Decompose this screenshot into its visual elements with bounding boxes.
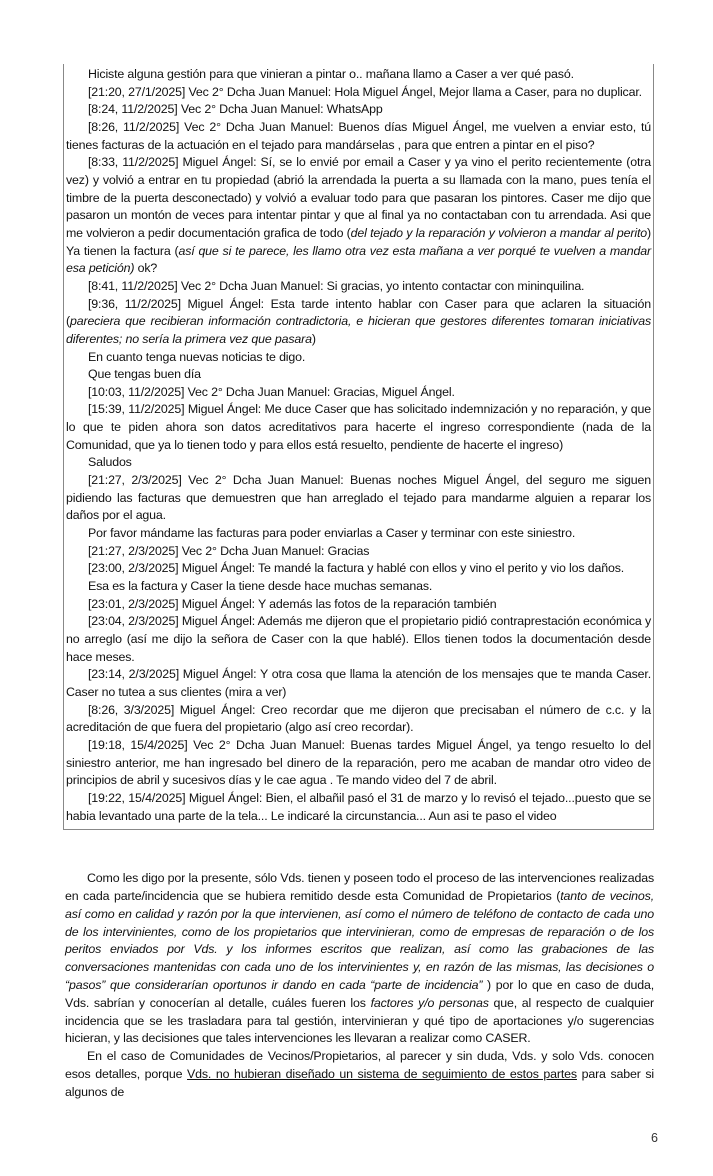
italic-text: tanto de vecinos, así como en calidad y razón por la que intervienen, así como el número de teléfono de contacto de cada uno de los intervinientes, como de los propietarios que intervinieran, como de empresas de reparación o de los peritos enviados por Vds. y los informes escritos que realizan, así como las grabaciones de las conversaciones mantenidas con cada uno de los intervinientes y, en razón de las mismas, las decisiones o “pasos” que considerarían oportunos ir dando en cada “parte de incidencia” xyxy=(65,889,654,992)
text-segment: [23:14, 2/3/2025] Miguel Ángel: Y otra cosa que llama la atención de los mensajes que te manda Caser. Caser no tutea a sus clientes (mira a ver) xyxy=(66,667,651,699)
text-segment: ok? xyxy=(134,261,158,276)
text-segment: En cuanto tenga nuevas noticias te digo. xyxy=(88,349,306,364)
text-segment: [8:41, 11/2/2025] Vec 2° Dcha Juan Manuel: Si gracias, yo intento contactar con mininquilina. xyxy=(88,278,585,293)
text-segment: ) Ya tienen la factura ( xyxy=(66,225,651,258)
text-segment: [21:27, 2/3/2025] Vec 2° Dcha Juan Manuel: Gracias xyxy=(88,543,370,558)
chat-message xyxy=(66,560,651,578)
chat-message xyxy=(66,296,651,349)
text-segment: Hiciste alguna gestión para que vinieran a pintar o.. mañana llamo a Caser a ver qué pasó. xyxy=(88,67,574,81)
chat-message xyxy=(66,525,651,543)
chat-message xyxy=(66,596,651,614)
text-segment: [15:39, 11/2/2025] Miguel Ángel: Me duce Caser que has solicitado indemnización y no reparación, y que lo que te piden ahora son datos acreditativos para hacerte el ingreso correspondiente (nada de la Comunidad, que ya lo tienen todo y para ellos está resuelto, pendiente de hacerte el ingreso) xyxy=(66,402,651,452)
text-segment: Esa es la factura y Caser la tiene desde hace muchas semanas. xyxy=(88,579,433,594)
text-segment: [8:26, 3/3/2025] Miguel Ángel: Creo recordar que me dijeron que precisaban el número de c.c. y la acreditación de que fuera del propietario (algo así creo recordar). xyxy=(66,702,651,735)
text-segment: [10:03, 11/2/2025] Vec 2° Dcha Juan Manuel: Gracias, Miguel Ángel. xyxy=(88,384,455,399)
chat-message xyxy=(66,119,651,154)
chat-message xyxy=(66,578,651,596)
italic-text: del tejado y la reparación y volvieron a mandar al perito xyxy=(350,225,648,240)
text-segment: para saber si algunos de xyxy=(65,1066,654,1099)
text-segment: Que tengas buen día xyxy=(88,367,201,382)
page-number: 6 xyxy=(651,1130,658,1145)
text-segment: [19:18, 15/4/2025] Vec 2° Dcha Juan Manuel: Buenas tardes Miguel Ángel, ya tengo resuelto lo del siniestro anterior, me han ingresado bel dinero de la reparación, pero me acaban de mandar otro video de principios de abril y sucesivos días y le cae agua . Te mando video del 7 de abril. xyxy=(66,737,651,788)
text-segment: [8:26, 11/2/2025] Vec 2° Dcha Juan Manuel: Buenos días Miguel Ángel, me vuelven a enviar esto, tú tienes facturas de la actuación en el tejado para mandárselas , para que entren a pintar en el piso? xyxy=(66,119,651,152)
text-segment: [19:22, 15/4/2025] Miguel Ángel: Bien, el albañil pasó el 31 de marzo y lo revisó el tejado...puesto que se habia levantado una parte de la tela... Le indicaré la circunstancia... Aun asi te paso el video xyxy=(66,790,651,823)
text-segment: ) por lo que en caso de duda, Vds. sabrían y conocerían al detalle, cuáles fueren los xyxy=(65,978,654,1010)
chat-message xyxy=(66,278,651,296)
chat-message xyxy=(66,349,651,367)
text-segment: [8:24, 11/2/2025] Vec 2° Dcha Juan Manuel: WhatsApp xyxy=(88,102,383,117)
chat-message xyxy=(66,472,651,525)
text-segment: ) xyxy=(311,331,316,346)
text-segment: [23:00, 2/3/2025] Miguel Ángel: Te mandé la factura y hablé con ellos y vino el perito y vio los daños. xyxy=(88,561,625,576)
text-segment: [21:27, 2/3/2025] Vec 2° Dcha Juan Manuel: Buenas noches Miguel Ángel, del seguro me siguen pidiendo las facturas que demuestren que han arreglado el tejado para mandarme alguien a reparar los daños por el agua. xyxy=(66,473,651,523)
italic-text: factores y/o personas xyxy=(370,995,489,1010)
chat-message xyxy=(66,702,651,737)
italic-text: así que si te parece, les llamo otra vez esta mañana a ver porqué te vuelven a mandar esa petición) xyxy=(66,243,651,276)
text-segment: que, al respecto de cualquier incidencia que se les trasladara para tal gestión, intervinieran y qué tipo de aportaciones y/o sugerencias hicieran, y las decisiones que tales intervenciones les llevaran a realizar como CASER. xyxy=(65,995,655,1046)
underlined-text: Vds. no hubieran diseñado un sistema de seguimiento de estos partes xyxy=(187,1066,577,1081)
text-segment: Saludos xyxy=(88,455,132,470)
text-segment: [23:04, 2/3/2025] Miguel Ángel: Además me dijeron que el propietario pidió contraprestación económica y no arreglo (así me dijo la señora de Caser con la que hablé). Ellos tienen todos la documentación desde hace meses. xyxy=(66,614,651,664)
text-segment: [9:36, 11/2/2025] Miguel Ángel: Esta tarde intento hablar con Caser para que aclaren la situación ( xyxy=(66,296,651,329)
chat-message xyxy=(66,101,651,119)
chat-message xyxy=(66,666,651,701)
text-segment: Por favor mándame las facturas para poder enviarlas a Caser y terminar con este siniestro. xyxy=(88,526,576,541)
text-segment: En el caso de Comunidades de Vecinos/Propietarios, al parecer y sin duda, Vds. y solo Vds. conocen esos detalles, porque xyxy=(65,1049,654,1081)
chat-message xyxy=(66,154,651,278)
chat-transcript-box xyxy=(63,64,654,830)
chat-message xyxy=(66,366,651,384)
body-paragraph xyxy=(65,1048,654,1101)
chat-message xyxy=(66,613,651,666)
chat-message xyxy=(66,543,651,561)
italic-text: pareciera que recibieran información contradictoria, e hicieran que gestores diferentes tomaran iniciativas diferentes; no sería la primera vez que pasara xyxy=(66,314,651,346)
chat-message xyxy=(66,737,651,790)
chat-message xyxy=(66,454,651,472)
chat-message xyxy=(66,401,651,454)
body-paragraph xyxy=(65,870,654,1048)
text-segment: [23:01, 2/3/2025] Miguel Ángel: Y además las fotos de la reparación también xyxy=(88,596,497,611)
body-text xyxy=(65,870,654,1101)
chat-message xyxy=(66,84,651,102)
text-segment: [21:20, 27/1/2025] Vec 2° Dcha Juan Manuel: Hola Miguel Ángel, Mejor llama a Caser, para no duplicar. xyxy=(88,84,642,99)
text-segment: [8:33, 11/2/2025] Miguel Ángel: Sí, se lo envié por email a Caser y ya vino el perito recientemente (otra vez) y volvió a entrar en tu propiedad (abrió la arrendada la puerta a su llamada con la mano, pues tenía el timbre de la puerta desconectado) y volvió a evaluar todo para que pasaran los pintores. Caser me dijo que pasaron un montón de veces para intentar pintar y que al final ya no contactaban con tu arrendada. Asi que me volvieron a pedir documentación grafica de todo ( xyxy=(66,155,651,240)
chat-message xyxy=(66,66,651,84)
text-segment: Como les digo por la presente, sólo Vds. tienen y poseen todo el proceso de las intervenciones realizadas en cada parte/incidencia que se hubiera remitido desde esta Comunidad de Propietarios ( xyxy=(65,871,654,904)
chat-message xyxy=(66,790,651,825)
chat-message xyxy=(66,384,651,402)
